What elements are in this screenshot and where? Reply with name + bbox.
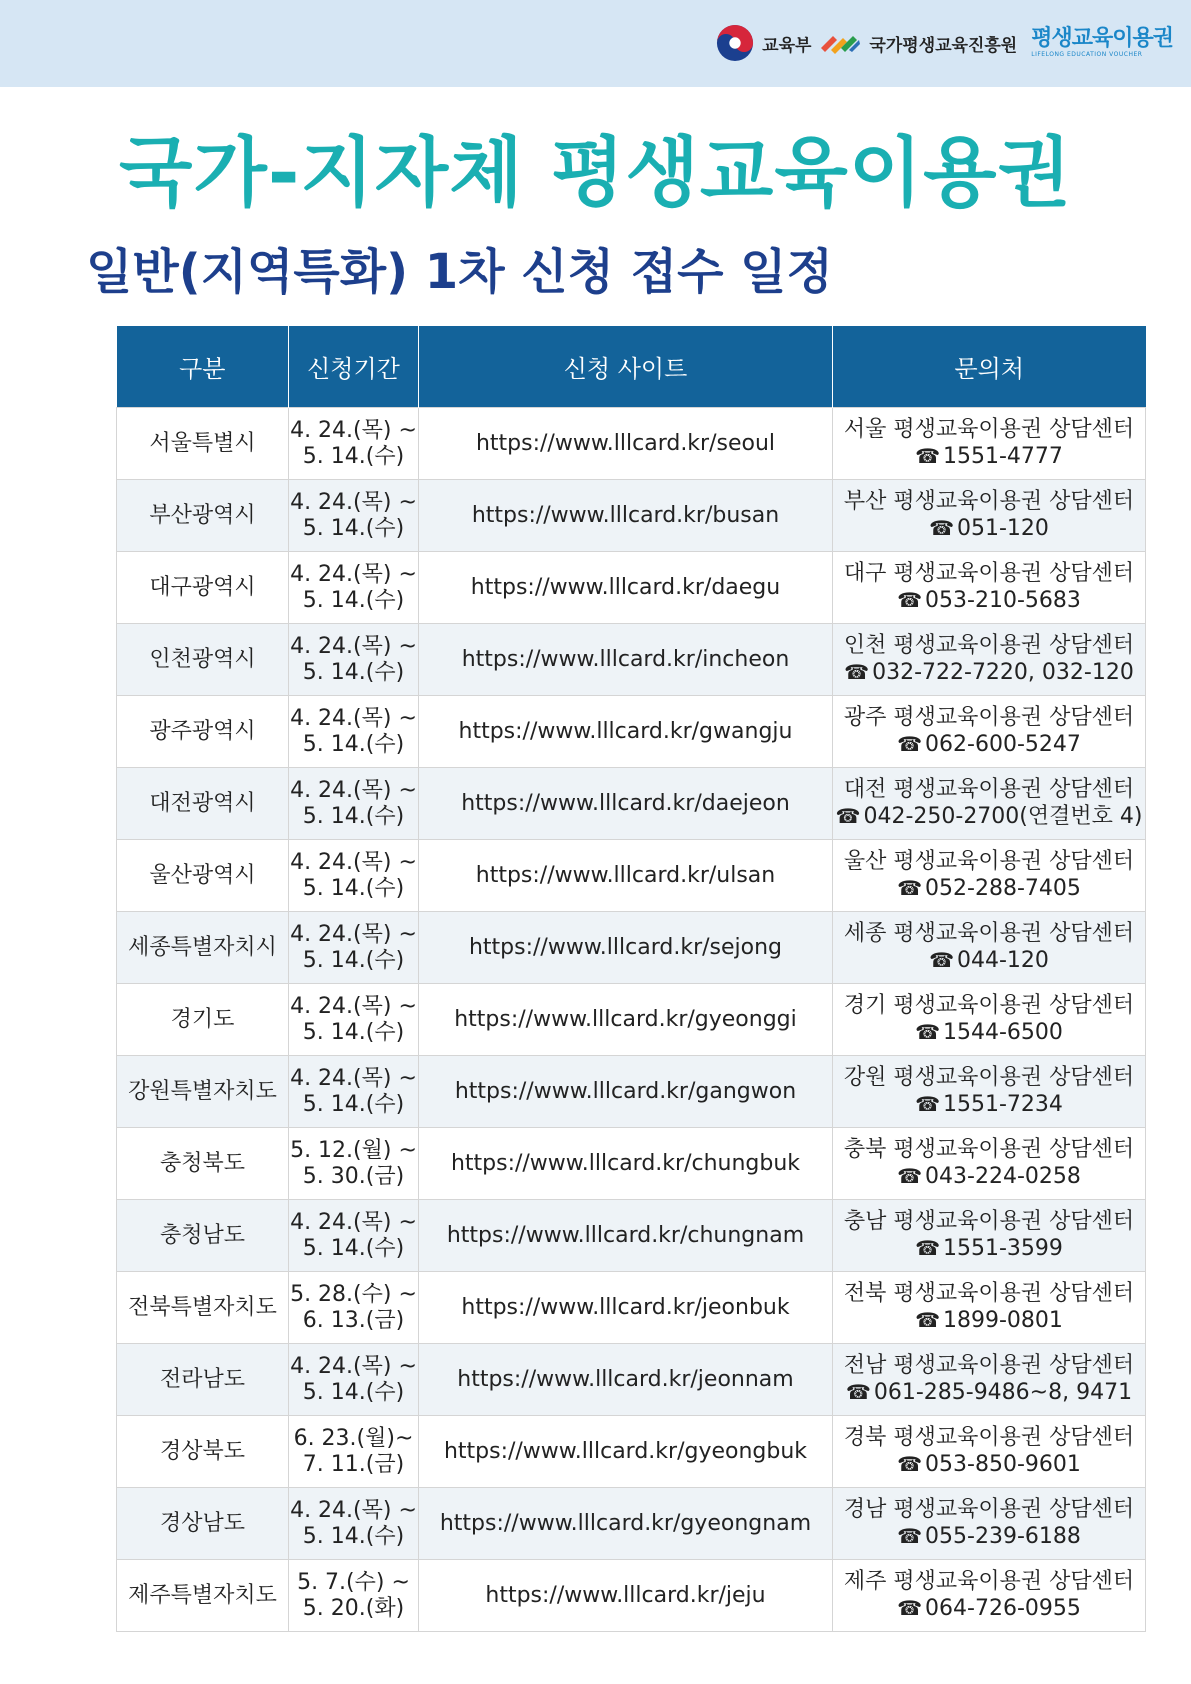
center-name: 광주 평생교육이용권 상담센터 <box>843 705 1135 730</box>
phone-icon: ☎ <box>915 1308 940 1332</box>
table-row <box>117 1200 1146 1272</box>
region-cell <box>117 984 289 1056</box>
period-start: 4. 24.(목) ~ <box>290 921 417 947</box>
nile-label: 국가평생교육진흥원 <box>869 35 1018 56</box>
center-name: 충남 평생교육이용권 상담센터 <box>843 1209 1135 1234</box>
contact-cell <box>833 912 1146 984</box>
period-cell <box>289 624 419 696</box>
region-cell <box>117 1200 289 1272</box>
period-end: 5. 14.(수) <box>302 515 405 541</box>
region-name: 전라남도 <box>159 1366 245 1392</box>
period-cell <box>289 1344 419 1416</box>
center-name: 대전 평생교육이용권 상담센터 <box>843 777 1135 802</box>
table-row <box>117 1272 1146 1344</box>
period-end: 5. 20.(화) <box>302 1595 405 1621</box>
site-cell <box>419 984 833 1056</box>
contact-cell <box>833 768 1146 840</box>
page-title: 국가-지자체 평생교육이용권 <box>119 128 1072 217</box>
period-start: 4. 24.(목) ~ <box>290 1065 417 1091</box>
site-cell <box>419 1056 833 1128</box>
table-row <box>117 696 1146 768</box>
moe-label: 교육부 <box>762 35 812 56</box>
table-row <box>117 1128 1146 1200</box>
period-cell <box>289 696 419 768</box>
phone-number: 1551-4777 <box>943 444 1063 469</box>
period-cell <box>289 552 419 624</box>
phone-number: 1899-0801 <box>943 1308 1063 1333</box>
contact-cell <box>833 1200 1146 1272</box>
phone-number: 043-224-0258 <box>925 1164 1081 1189</box>
period-end: 5. 14.(수) <box>302 947 405 973</box>
period-end: 5. 14.(수) <box>302 1235 405 1261</box>
center-name: 충북 평생교육이용권 상담센터 <box>843 1137 1135 1162</box>
region-cell <box>117 1488 289 1560</box>
period-end: 5. 14.(수) <box>302 731 405 757</box>
table-row <box>117 1488 1146 1560</box>
site-cell <box>419 1200 833 1272</box>
region-name: 대전광역시 <box>149 790 256 816</box>
period-cell <box>289 984 419 1056</box>
site-link[interactable]: https://www.lllcard.kr/chungnam <box>446 1222 805 1248</box>
contact-cell <box>833 1128 1146 1200</box>
center-name: 서울 평생교육이용권 상담센터 <box>843 417 1135 442</box>
site-link[interactable]: https://www.lllcard.kr/jeju <box>485 1582 766 1608</box>
period-start: 4. 24.(목) ~ <box>290 489 417 515</box>
contact-cell <box>833 1560 1146 1632</box>
phone-number: 053-850-9601 <box>925 1452 1081 1477</box>
contact-cell <box>833 552 1146 624</box>
site-link[interactable]: https://www.lllcard.kr/incheon <box>461 646 790 672</box>
table-row <box>117 912 1146 984</box>
phone-number: 053-210-5683 <box>925 588 1081 613</box>
center-name: 세종 평생교육이용권 상담센터 <box>843 921 1135 946</box>
table-row <box>117 480 1146 552</box>
contact-cell <box>833 408 1146 480</box>
phone-number: 044-120 <box>957 948 1049 973</box>
table-row <box>117 1344 1146 1416</box>
contact-cell <box>833 480 1146 552</box>
phone-icon: ☎ <box>915 444 940 468</box>
phone-icon: ☎ <box>897 1596 923 1620</box>
period-end: 5. 14.(수) <box>302 875 405 901</box>
center-name: 부산 평생교육이용권 상담센터 <box>843 489 1135 514</box>
region-name: 대구광역시 <box>149 574 256 600</box>
phone-number: 1551-3599 <box>943 1236 1063 1261</box>
period-start: 4. 24.(목) ~ <box>290 1353 417 1379</box>
site-cell <box>419 1344 833 1416</box>
region-cell <box>117 480 289 552</box>
contact-cell <box>833 696 1146 768</box>
phone-icon: ☎ <box>844 660 870 684</box>
region-name: 세종특별자치시 <box>128 934 277 960</box>
top-banner <box>0 0 1191 87</box>
site-cell <box>419 1272 833 1344</box>
phone-number: 051-120 <box>957 516 1049 541</box>
region-cell <box>117 840 289 912</box>
phone-number: 032-722-7220, 032-120 <box>872 660 1134 685</box>
site-cell <box>419 1560 833 1632</box>
site-cell <box>419 552 833 624</box>
phone-icon: ☎ <box>929 516 954 540</box>
period-cell <box>289 1560 419 1632</box>
period-cell <box>289 480 419 552</box>
period-end: 5. 14.(수) <box>302 1523 405 1549</box>
period-start: 4. 24.(목) ~ <box>290 1209 417 1235</box>
contact-cell <box>833 1416 1146 1488</box>
table-row <box>117 408 1146 480</box>
center-name: 울산 평생교육이용권 상담센터 <box>843 849 1135 874</box>
region-cell <box>117 1416 289 1488</box>
period-start: 5. 28.(수) ~ <box>290 1281 417 1307</box>
site-cell <box>419 696 833 768</box>
period-cell <box>289 912 419 984</box>
period-end: 5. 14.(수) <box>302 1379 405 1405</box>
site-cell <box>419 408 833 480</box>
voucher-logo-sub: LIFELONG EDUCATION VOUCHER <box>1031 51 1143 58</box>
period-end: 5. 30.(금) <box>302 1163 405 1189</box>
phone-number: 064-726-0955 <box>925 1596 1081 1621</box>
region-name: 충청북도 <box>159 1150 245 1176</box>
table-row <box>117 984 1146 1056</box>
table-row <box>117 1560 1146 1632</box>
phone-number: 042-250-2700(연결번호 4) <box>863 804 1143 829</box>
contact-cell <box>833 624 1146 696</box>
header-region: 구분 <box>117 326 289 408</box>
phone-icon: ☎ <box>897 588 923 612</box>
region-cell <box>117 624 289 696</box>
voucher-logo <box>1031 27 1173 59</box>
phone-number: 062-600-5247 <box>925 732 1081 757</box>
phone-icon: ☎ <box>897 1452 923 1476</box>
table-row <box>117 1416 1146 1488</box>
period-cell <box>289 408 419 480</box>
region-cell <box>117 1344 289 1416</box>
phone-icon: ☎ <box>897 732 923 756</box>
site-link[interactable]: https://www.lllcard.kr/daejeon <box>461 790 790 816</box>
center-name: 강원 평생교육이용권 상담센터 <box>843 1065 1135 1090</box>
phone-icon: ☎ <box>835 804 861 828</box>
region-name: 서울특별시 <box>149 430 256 456</box>
table-row <box>117 840 1146 912</box>
table-row <box>117 624 1146 696</box>
contact-cell <box>833 1056 1146 1128</box>
period-cell <box>289 768 419 840</box>
site-link[interactable]: https://www.lllcard.kr/jeonbuk <box>461 1294 790 1320</box>
region-cell <box>117 1128 289 1200</box>
center-name: 전북 평생교육이용권 상담센터 <box>843 1281 1135 1306</box>
site-cell <box>419 912 833 984</box>
region-name: 울산광역시 <box>149 862 256 888</box>
voucher-logo-text: 평생교육이용권 <box>1031 26 1173 51</box>
phone-number: 1551-7234 <box>943 1092 1063 1117</box>
phone-icon: ☎ <box>915 1020 940 1044</box>
site-cell <box>419 840 833 912</box>
nile-logo-icon <box>819 30 861 56</box>
center-name: 인천 평생교육이용권 상담센터 <box>843 633 1135 658</box>
region-cell <box>117 1056 289 1128</box>
period-end: 7. 11.(금) <box>302 1451 405 1477</box>
site-link[interactable]: https://www.lllcard.kr/ulsan <box>475 862 776 888</box>
period-start: 4. 24.(목) ~ <box>290 993 417 1019</box>
site-link[interactable]: https://www.lllcard.kr/daegu <box>470 574 781 600</box>
header-period: 신청기간 <box>289 326 419 408</box>
table-row <box>117 552 1146 624</box>
site-link[interactable]: https://www.lllcard.kr/gyeonggi <box>454 1006 797 1032</box>
period-cell <box>289 1272 419 1344</box>
region-cell <box>117 408 289 480</box>
contact-cell <box>833 1272 1146 1344</box>
page-subtitle: 일반(지역특화) 1차 신청 접수 일정 <box>86 244 833 300</box>
site-link[interactable]: https://www.lllcard.kr/sejong <box>468 934 783 960</box>
site-link[interactable]: https://www.lllcard.kr/gyeongbuk <box>443 1438 808 1464</box>
region-cell <box>117 696 289 768</box>
site-link[interactable]: https://www.lllcard.kr/gyeongnam <box>439 1510 812 1536</box>
site-cell <box>419 1128 833 1200</box>
period-cell <box>289 1488 419 1560</box>
phone-icon: ☎ <box>897 1164 923 1188</box>
phone-icon: ☎ <box>915 1236 940 1260</box>
center-name: 제주 평생교육이용권 상담센터 <box>843 1569 1135 1594</box>
region-cell <box>117 552 289 624</box>
site-cell <box>419 624 833 696</box>
table-row <box>117 768 1146 840</box>
period-end: 5. 14.(수) <box>302 659 405 685</box>
phone-number: 061-285-9486~8, 9471 <box>873 1380 1133 1405</box>
site-link[interactable]: https://www.lllcard.kr/seoul <box>475 430 776 456</box>
region-name: 인천광역시 <box>149 646 256 672</box>
period-start: 4. 24.(목) ~ <box>290 417 417 443</box>
contact-cell <box>833 1344 1146 1416</box>
period-start: 4. 24.(목) ~ <box>290 705 417 731</box>
site-link[interactable]: https://www.lllcard.kr/gangwon <box>454 1078 797 1104</box>
region-cell <box>117 1560 289 1632</box>
region-name: 경상북도 <box>159 1438 245 1464</box>
site-cell <box>419 1416 833 1488</box>
site-cell <box>419 480 833 552</box>
header-contact: 문의처 <box>833 326 1146 408</box>
period-end: 6. 13.(금) <box>302 1307 405 1333</box>
period-end: 5. 14.(수) <box>302 1019 405 1045</box>
period-end: 5. 14.(수) <box>302 443 405 469</box>
contact-cell <box>833 984 1146 1056</box>
period-cell <box>289 1128 419 1200</box>
center-name: 대구 평생교육이용권 상담센터 <box>843 561 1135 586</box>
taegeuk-emblem-icon <box>716 24 754 62</box>
period-start: 4. 24.(목) ~ <box>290 849 417 875</box>
logo-group <box>716 22 1173 64</box>
phone-icon: ☎ <box>929 948 954 972</box>
center-name: 경북 평생교육이용권 상담센터 <box>843 1425 1135 1450</box>
period-start: 4. 24.(목) ~ <box>290 1497 417 1523</box>
site-cell <box>419 1488 833 1560</box>
schedule-table <box>116 326 1146 1632</box>
period-start: 6. 23.(월)~ <box>293 1425 414 1451</box>
phone-number: 052-288-7405 <box>925 876 1081 901</box>
site-link[interactable]: https://www.lllcard.kr/busan <box>471 502 780 528</box>
period-cell <box>289 1200 419 1272</box>
period-end: 5. 14.(수) <box>302 1091 405 1117</box>
period-start: 4. 24.(목) ~ <box>290 561 417 587</box>
contact-cell <box>833 1488 1146 1560</box>
phone-icon: ☎ <box>897 1524 923 1548</box>
period-start: 5. 12.(월) ~ <box>290 1137 417 1163</box>
region-name: 제주특별자치도 <box>128 1582 277 1608</box>
contact-cell <box>833 840 1146 912</box>
phone-number: 055-239-6188 <box>925 1524 1081 1549</box>
period-end: 5. 14.(수) <box>302 587 405 613</box>
site-link[interactable]: https://www.lllcard.kr/gwangju <box>458 718 793 744</box>
period-cell <box>289 1416 419 1488</box>
region-name: 강원특별자치도 <box>128 1078 277 1104</box>
period-start: 4. 24.(목) ~ <box>290 633 417 659</box>
phone-icon: ☎ <box>897 876 923 900</box>
region-cell <box>117 912 289 984</box>
region-name: 부산광역시 <box>149 502 256 528</box>
region-name: 전북특별자치도 <box>128 1294 277 1320</box>
period-cell <box>289 840 419 912</box>
period-cell <box>289 1056 419 1128</box>
region-name: 경상남도 <box>159 1510 245 1536</box>
period-end: 5. 14.(수) <box>302 803 405 829</box>
period-start: 5. 7.(수) ~ <box>297 1569 410 1595</box>
region-name: 충청남도 <box>159 1222 245 1248</box>
header-site: 신청 사이트 <box>419 326 833 408</box>
table-row <box>117 1056 1146 1128</box>
site-link[interactable]: https://www.lllcard.kr/chungbuk <box>450 1150 801 1176</box>
region-name: 광주광역시 <box>149 718 256 744</box>
phone-icon: ☎ <box>915 1092 940 1116</box>
phone-icon: ☎ <box>845 1380 871 1404</box>
period-start: 4. 24.(목) ~ <box>290 777 417 803</box>
site-link[interactable]: https://www.lllcard.kr/jeonnam <box>457 1366 794 1392</box>
region-cell <box>117 1272 289 1344</box>
table-header-row <box>117 326 1146 408</box>
center-name: 전남 평생교육이용권 상담센터 <box>843 1353 1135 1378</box>
phone-number: 1544-6500 <box>943 1020 1063 1045</box>
region-cell <box>117 768 289 840</box>
center-name: 경기 평생교육이용권 상담센터 <box>843 993 1135 1018</box>
site-cell <box>419 768 833 840</box>
center-name: 경남 평생교육이용권 상담센터 <box>843 1497 1135 1522</box>
region-name: 경기도 <box>170 1006 235 1032</box>
